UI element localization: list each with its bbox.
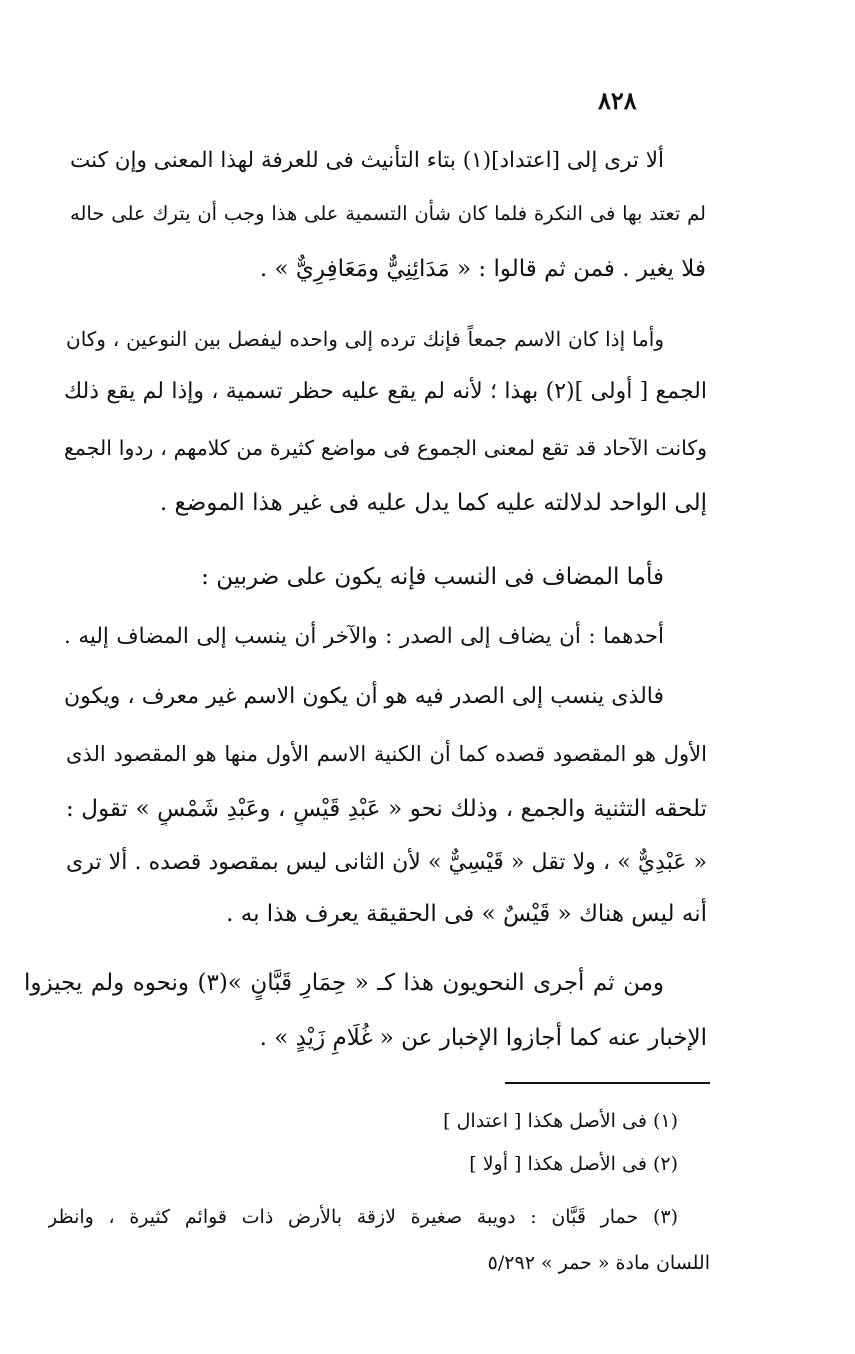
- text-line: إلى الواحد لدلالته عليه كما يدل عليه فى غير هذا الموضع .: [159, 490, 707, 516]
- text-line: الأول هو المقصود قصده كما أن الكنية الاسم الأول منها هو المقصود الذى: [66, 742, 707, 766]
- text-line: وأما إذا كان الاسم جمعاً فإنك ترده إلى واحده ليفصل بين النوعين ، وكان: [66, 327, 664, 351]
- text-line: فأما المضاف فى النسب فإنه يكون على ضربين :: [201, 564, 664, 590]
- text-line: ألا ترى إلى [اعتداد](١) بتاء التأنيث فى للعرفة لهذا المعنى وإن كنت: [70, 148, 664, 173]
- text-line: الجمع [ أولى ](٢) بهذا ؛ لأنه لم يقع عليه حظر تسمية ، وإذا لم يقع ذلك: [64, 379, 707, 404]
- page-number: ٨٢٨: [598, 86, 637, 115]
- text-line: أحدهما : أن يضاف إلى الصدر : والآخر أن ينسب إلى المضاف إليه .: [64, 624, 664, 649]
- footnote: (٣) حمار قَبَّان : دويبة صغيرة لازقة بالأرض ذات قوائم كثيرة ، وانظر: [48, 1206, 678, 1228]
- text-line: فلا يغير . فمن ثم قالوا : « مَدَائِنِيٌّ ومَعَافِرِيٌّ » .: [259, 256, 706, 282]
- footnote: اللسان مادة « حمر » ٥/٢٩٢: [487, 1252, 710, 1274]
- text-line: وكانت الآحاد قد تقع لمعنى الجموع فى مواضع كثيرة من كلامهم ، ردوا الجمع: [64, 436, 707, 460]
- text-line: أنه ليس هناك « قَيْسٌ » فى الحقيقة يعرف هذا به .: [226, 901, 707, 927]
- footnote: (١) فى الأصل هكذا [ اعتدال ]: [443, 1110, 678, 1132]
- text-line: لم تعتد بها فى النكرة فلما كان شأن التسمية على هذا وجب أن يترك على حاله: [70, 202, 706, 225]
- footnote: (٢) فى الأصل هكذا [ أولا ]: [469, 1153, 678, 1175]
- text-line: الإخبار عنه كما أجازوا الإخبار عن « غُلَامِ زَيْدٍ » .: [259, 1025, 707, 1051]
- text-line: ومن ثم أجرى النحويون هذا كـ « حِمَارِ قَبَّانٍ »(٣) ونحوه ولم يجيزوا: [24, 970, 664, 996]
- text-line: فالذى ينسب إلى الصدر فيه هو أن يكون الاسم غير معرف ، ويكون: [64, 684, 664, 709]
- footnote-separator: [505, 1082, 710, 1084]
- text-line: « عَبْدِيٌّ » ، ولا تقل « قَيْسِيٌّ » لأن الثانى ليس بمقصود قصده . ألا ترى: [66, 850, 707, 875]
- text-line: تلحقه التثنية والجمع ، وذلك نحو « عَبْدِ قَيْسٍ ، وعَبْدِ شَمْسٍ » تقول :: [66, 796, 707, 822]
